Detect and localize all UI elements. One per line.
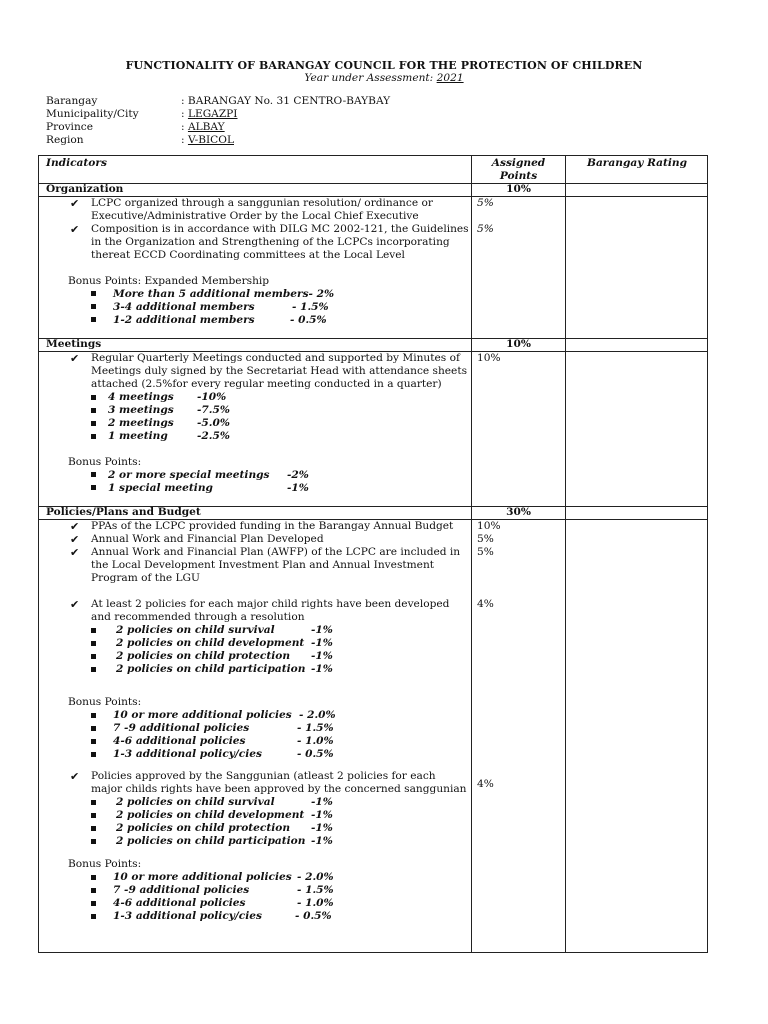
pol2-participation: 2 policies on child participation — [116, 835, 306, 847]
pol-item5-points: 4% — [477, 778, 494, 790]
meet-bonus-label: Bonus Points: — [68, 456, 142, 468]
pol-bonus-3: 4-6 additional policies — [113, 735, 246, 747]
check-mark-icon: ✔ — [70, 533, 80, 546]
pol-item4-line1: At least 2 policies for each major child rights have been developed — [91, 598, 450, 610]
pol-bonus-4: 1-3 additional policy/cies — [113, 748, 262, 760]
pol-item4-line2: and recommended through a resolution — [91, 611, 305, 623]
pol2-bonus-2-value: - 1.5% — [297, 884, 334, 896]
org-bonus-1: More than 5 additional members- 2% — [113, 288, 335, 300]
barangay-label: Barangay — [46, 95, 98, 107]
org-bonus-2: 3-4 additional members — [113, 301, 255, 313]
pol-item3-line1: Annual Work and Financial Plan (AWFP) of the LCPC are included in — [91, 546, 461, 558]
org-bonus-3-value: - 0.5% — [290, 314, 327, 326]
pol2-protection-value: -1% — [311, 822, 333, 834]
meet-bonus-2: 1 special meeting — [108, 482, 213, 494]
pol-bonus-2: 7 -9 additional policies — [113, 722, 250, 734]
square-bullet-icon — [91, 875, 96, 880]
pol2-survival-value: -1% — [311, 796, 333, 808]
pol-item5-line2: major childs rights have been approved by the concerned sanggunian — [91, 783, 467, 795]
meet-count-2-value: -5.0% — [197, 417, 230, 429]
pol-participation: 2 policies on child participation — [116, 663, 306, 675]
meet-item1-line2: Meetings duly signed by the Secretariat Head with attendance sheets — [91, 365, 468, 377]
pol2-survival: 2 policies on child survival — [116, 796, 275, 808]
pol-item5-line1: Policies approved by the Sanggunian (atleast 2 policies for each — [91, 770, 436, 782]
pol-item3-points: 5% — [477, 546, 494, 558]
check-mark-icon: ✔ — [70, 770, 80, 783]
meet-count-1: 1 meeting — [108, 430, 168, 442]
pol-item4-points: 4% — [477, 598, 494, 610]
square-bullet-icon — [91, 813, 96, 818]
org-bonus-label: Bonus Points: Expanded Membership — [68, 275, 270, 287]
pol-survival: 2 policies on child survival — [116, 624, 275, 636]
check-mark-icon: ✔ — [70, 223, 80, 236]
pol-item1-points: 10% — [477, 520, 501, 532]
pol2-protection: 2 policies on child protection — [116, 822, 291, 834]
square-bullet-icon — [91, 395, 96, 400]
meet-count-2: 2 meetings — [108, 417, 174, 429]
pol-item3-line2: the Local Development Investment Plan and Annual Investment — [91, 559, 435, 571]
org-item2-line3: thereat ECCD Coordinating committees at the Local Level — [91, 249, 405, 261]
meet-count-4: 4 meetings — [108, 391, 174, 403]
square-bullet-icon — [91, 839, 96, 844]
col-header-points: Points — [499, 170, 538, 182]
meet-count-1-value: -2.5% — [197, 430, 230, 442]
org-bonus-3: 1-2 additional members — [113, 314, 255, 326]
municipality-label: Municipality/City — [46, 108, 139, 120]
square-bullet-icon — [91, 434, 96, 439]
pol2-bonus-4-value: - 0.5% — [295, 910, 332, 922]
square-bullet-icon — [91, 888, 96, 893]
square-bullet-icon — [91, 408, 96, 413]
org-item1-line2: Executive/Administrative Order by the Local Chief Executive — [91, 210, 419, 222]
pol-item3-line3: Program of the LGU — [91, 572, 200, 584]
pol-bonus-label: Bonus Points: — [68, 696, 142, 708]
section-title-policies: Policies/Plans and Budget — [46, 506, 201, 518]
municipality-row: : LEGAZPI — [181, 108, 238, 120]
meet-item1-points: 10% — [477, 352, 501, 364]
pol-protection-value: -1% — [311, 650, 333, 662]
meet-bonus-1-value: -2% — [287, 469, 309, 481]
square-bullet-icon — [91, 317, 96, 322]
pol-bonus-1: 10 or more additional policies — [113, 709, 292, 721]
org-item2-line1: Composition is in accordance with DILG MC 2002-121, the Guidelines — [91, 223, 469, 235]
organization-points: 10% — [506, 183, 531, 195]
pol2-bonus-3: 4-6 additional policies — [113, 897, 246, 909]
policies-points: 30% — [506, 506, 531, 518]
pol2-bonus-4: 1-3 additional policy/cies — [113, 910, 262, 922]
check-mark-icon: ✔ — [70, 197, 80, 210]
square-bullet-icon — [91, 628, 96, 633]
meet-count-4-value: -10% — [197, 391, 227, 403]
meet-count-3: 3 meetings — [108, 404, 174, 416]
square-bullet-icon — [91, 800, 96, 805]
year-label: Year under Assessment: — [304, 72, 437, 84]
pol-development-value: -1% — [311, 637, 333, 649]
pol2-development-value: -1% — [311, 809, 333, 821]
square-bullet-icon — [91, 485, 96, 490]
pol2-participation-value: -1% — [311, 835, 333, 847]
check-mark-icon: ✔ — [70, 352, 80, 365]
org-item1-points: 5% — [477, 197, 494, 209]
org-item2-points: 5% — [477, 223, 494, 235]
pol2-development: 2 policies on child development — [116, 809, 305, 821]
square-bullet-icon — [91, 291, 96, 296]
square-bullet-icon — [91, 752, 96, 757]
meet-count-3-value: -7.5% — [197, 404, 230, 416]
org-item1-line1: LCPC organized through a sanggunian resolution/ ordinance or — [91, 197, 433, 209]
meet-bonus-2-value: -1% — [287, 482, 309, 494]
pol2-bonus-1-value: - 2.0% — [297, 871, 334, 883]
region-value: V-BICOL — [187, 134, 234, 146]
pol-protection: 2 policies on child protection — [116, 650, 291, 662]
meetings-points: 10% — [506, 338, 531, 350]
pol2-bonus-3-value: - 1.0% — [297, 897, 334, 909]
section-title-organization: Organization — [46, 183, 124, 195]
pol-item2: Annual Work and Financial Plan Developed — [91, 533, 324, 545]
col-header-assigned: Assigned — [491, 157, 546, 169]
col-header-indicators: Indicators — [46, 157, 107, 169]
meet-item1-line1: Regular Quarterly Meetings conducted and supported by Minutes of — [91, 352, 460, 364]
region-label: Region — [46, 134, 84, 146]
pol-bonus-1-value: - 2.0% — [299, 709, 336, 721]
square-bullet-icon — [91, 421, 96, 426]
square-bullet-icon — [91, 641, 96, 646]
document-title: FUNCTIONALITY OF BARANGAY COUNCIL FOR THE PROTECTION OF CHILDREN — [125, 59, 643, 72]
province-value: ALBAY — [187, 121, 225, 133]
municipality-value: LEGAZPI — [187, 108, 238, 120]
pol-participation-value: -1% — [311, 663, 333, 675]
square-bullet-icon — [91, 826, 96, 831]
pol2-bonus-1: 10 or more additional policies — [113, 871, 292, 883]
org-bonus-2-value: - 1.5% — [292, 301, 329, 313]
check-mark-icon: ✔ — [70, 520, 80, 533]
province-label: Province — [46, 121, 93, 133]
square-bullet-icon — [91, 472, 96, 477]
pol-bonus-4-value: - 0.5% — [297, 748, 334, 760]
square-bullet-icon — [91, 654, 96, 659]
square-bullet-icon — [91, 304, 96, 309]
barangay-value: : BARANGAY No. 31 CENTRO-BAYBAY — [181, 95, 391, 107]
assessment-year: 2021 — [436, 72, 464, 84]
square-bullet-icon — [91, 914, 96, 919]
pol2-bonus-2: 7 -9 additional policies — [113, 884, 250, 896]
pol-item1: PPAs of the LCPC provided funding in the Barangay Annual Budget — [91, 520, 454, 532]
province-row: : ALBAY — [181, 121, 225, 133]
square-bullet-icon — [91, 739, 96, 744]
pol-item2-points: 5% — [477, 533, 494, 545]
section-title-meetings: Meetings — [46, 338, 102, 350]
pol-bonus-3-value: - 1.0% — [297, 735, 334, 747]
pol-survival-value: -1% — [311, 624, 333, 636]
check-mark-icon: ✔ — [70, 598, 80, 611]
pol-development: 2 policies on child development — [116, 637, 305, 649]
square-bullet-icon — [91, 667, 96, 672]
org-item2-line2: in the Organization and Strengthening of the LCPCs incorporating — [91, 236, 450, 248]
col-header-rating: Barangay Rating — [586, 157, 688, 169]
pol2-bonus-label: Bonus Points: — [68, 858, 142, 870]
meet-item1-line3: attached (2.5%for every regular meeting conducted in a quarter) — [91, 378, 442, 390]
region-row: : V-BICOL — [181, 134, 234, 146]
square-bullet-icon — [91, 726, 96, 731]
pol-bonus-2-value: - 1.5% — [297, 722, 334, 734]
meet-bonus-1: 2 or more special meetings — [108, 469, 270, 481]
square-bullet-icon — [91, 901, 96, 906]
square-bullet-icon — [91, 713, 96, 718]
check-mark-icon: ✔ — [70, 546, 80, 559]
